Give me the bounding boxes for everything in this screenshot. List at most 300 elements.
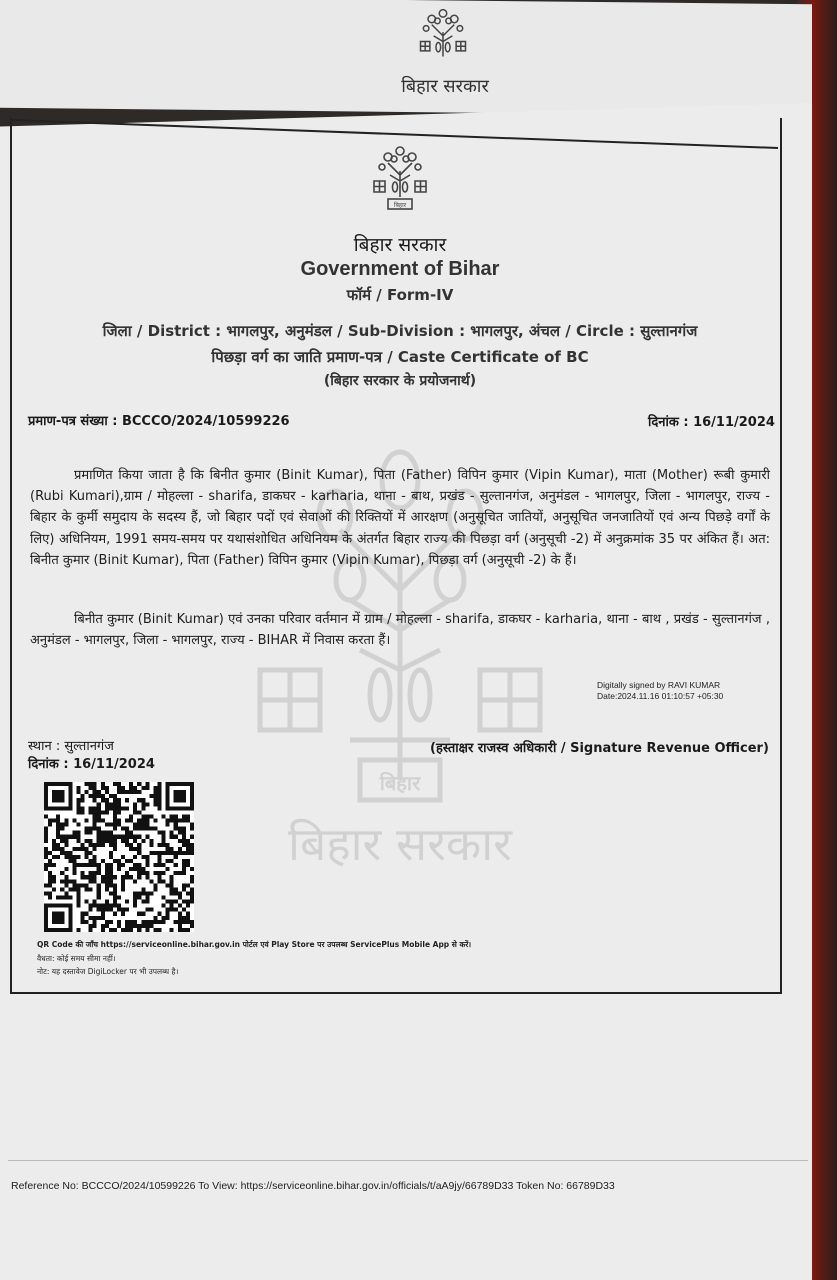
qr-module	[170, 883, 174, 887]
qr-module	[76, 855, 80, 859]
qr-module	[170, 875, 174, 879]
qr-module	[80, 798, 84, 802]
qr-module	[97, 810, 101, 814]
qr-module	[129, 786, 133, 790]
qr-module	[97, 908, 101, 912]
qr-module	[117, 920, 121, 924]
qr-module	[141, 900, 145, 904]
qr-module	[137, 867, 141, 871]
qr-module	[85, 818, 89, 822]
qr-module	[89, 863, 93, 867]
qr-module	[93, 810, 97, 814]
qr-module	[121, 790, 125, 794]
qr-module	[85, 912, 89, 916]
qr-module	[129, 928, 133, 932]
qr-module	[178, 818, 182, 822]
qr-module	[93, 879, 97, 883]
qr-module	[101, 818, 105, 822]
qr-module	[162, 904, 166, 908]
qr-module	[149, 920, 153, 924]
qr-module	[113, 883, 117, 887]
qr-module	[105, 839, 109, 843]
qr-module	[97, 839, 101, 843]
qr-module	[117, 782, 121, 786]
qr-module	[101, 859, 105, 863]
qr-module	[60, 887, 64, 891]
qr-module	[80, 847, 84, 851]
qr-module	[182, 859, 186, 863]
qr-module	[137, 912, 141, 916]
qr-module	[52, 875, 56, 879]
qr-module	[93, 871, 97, 875]
qr-module	[170, 814, 174, 818]
qr-module	[186, 859, 190, 863]
qr-module	[64, 875, 68, 879]
qr-module	[76, 928, 80, 932]
qr-module	[72, 887, 76, 891]
qr-module	[109, 920, 113, 924]
qr-module	[109, 823, 113, 827]
qr-module	[178, 896, 182, 900]
qr-module	[48, 851, 52, 855]
qr-module	[93, 823, 97, 827]
qr-module	[125, 831, 129, 835]
qr-module	[153, 827, 157, 831]
qr-module	[182, 814, 186, 818]
reference-line: Reference No: BCCCO/2024/10599226 To View: https://serviceonline.bihar.gov.in/officials/t/aA9jy/66789D33 Token No: 66789D33	[11, 1180, 615, 1192]
qr-module	[113, 904, 117, 908]
back-sheet	[0, 0, 812, 116]
qr-module	[85, 875, 89, 879]
qr-module	[121, 887, 125, 891]
qr-module	[162, 916, 166, 920]
qr-module	[93, 920, 97, 924]
qr-module	[145, 900, 149, 904]
qr-module	[80, 883, 84, 887]
qr-module	[89, 810, 93, 814]
qr-module	[109, 855, 113, 859]
qr-module	[93, 904, 97, 908]
qr-module	[158, 855, 162, 859]
qr-module	[109, 867, 113, 871]
qr-module	[149, 827, 153, 831]
qr-module	[178, 871, 182, 875]
qr-module	[72, 835, 76, 839]
signatory-title: (हस्ताक्षर राजस्व अधिकारी / Signature Revenue Officer)	[430, 741, 769, 756]
qr-module	[190, 896, 194, 900]
qr-module	[141, 924, 145, 928]
qr-module	[129, 924, 133, 928]
qr-module	[101, 810, 105, 814]
qr-module	[76, 904, 80, 908]
qr-module	[60, 879, 64, 883]
qr-module	[121, 912, 125, 916]
back-sheet-title: बिहार सरकार	[401, 76, 489, 97]
qr-module	[133, 839, 137, 843]
qr-module	[121, 827, 125, 831]
qr-module	[158, 782, 162, 786]
qr-module	[170, 908, 174, 912]
qr-module	[137, 851, 141, 855]
qr-module	[170, 851, 174, 855]
qr-module	[145, 786, 149, 790]
qr-module	[182, 928, 186, 932]
qr-module	[52, 855, 56, 859]
qr-module	[89, 839, 93, 843]
qr-module	[170, 847, 174, 851]
qr-module	[129, 867, 133, 871]
qr-module	[133, 786, 137, 790]
qr-module	[109, 863, 113, 867]
qr-module	[109, 879, 113, 883]
qr-module	[52, 879, 56, 883]
qr-module	[174, 863, 178, 867]
qr-module	[109, 883, 113, 887]
qr-module	[162, 879, 166, 883]
qr-module	[48, 871, 52, 875]
qr-module	[129, 847, 133, 851]
qr-module	[117, 896, 121, 900]
qr-module	[125, 839, 129, 843]
qr-module	[117, 810, 121, 814]
qr-module	[56, 847, 60, 851]
qr-code-icon[interactable]	[44, 782, 194, 932]
qr-module	[133, 863, 137, 867]
qr-module	[182, 863, 186, 867]
qr-module	[97, 827, 101, 831]
qr-module	[89, 924, 93, 928]
qr-module	[125, 818, 129, 822]
qr-module	[178, 851, 182, 855]
qr-module	[64, 891, 68, 895]
qr-module	[117, 790, 121, 794]
qr-module	[121, 806, 125, 810]
qr-module	[76, 831, 80, 835]
qr-module	[174, 835, 178, 839]
qr-module	[125, 790, 129, 794]
qr-module	[52, 863, 56, 867]
qr-module	[76, 863, 80, 867]
qr-module	[60, 823, 64, 827]
place: स्थान : सुल्तानगंज	[28, 739, 114, 754]
qr-module	[170, 879, 174, 883]
qr-module	[149, 843, 153, 847]
qr-module	[52, 843, 56, 847]
qr-module	[72, 818, 76, 822]
qr-module	[76, 839, 80, 843]
qr-module	[153, 786, 157, 790]
qr-module	[162, 839, 166, 843]
qr-module	[109, 871, 113, 875]
qr-module	[153, 863, 157, 867]
qr-module	[68, 859, 72, 863]
qr-module	[113, 814, 117, 818]
qr-module	[186, 912, 190, 916]
qr-module	[186, 920, 190, 924]
qr-module	[174, 855, 178, 859]
qr-module	[105, 879, 109, 883]
qr-module	[44, 847, 48, 851]
qr-module	[141, 839, 145, 843]
qr-module	[68, 896, 72, 900]
qr-module	[125, 900, 129, 904]
qr-module	[162, 843, 166, 847]
qr-module	[158, 802, 162, 806]
qr-module	[158, 920, 162, 924]
qr-module	[190, 887, 194, 891]
qr-module	[89, 806, 93, 810]
certificate-title: पिछड़ा वर्ग का जाति प्रमाण-पत्र / Caste Certificate of BC	[211, 348, 589, 366]
qr-module	[89, 794, 93, 798]
qr-module	[48, 879, 52, 883]
qr-module	[186, 863, 190, 867]
qr-module	[48, 863, 52, 867]
qr-module	[186, 904, 190, 908]
qr-module	[105, 798, 109, 802]
qr-module	[97, 806, 101, 810]
qr-module	[145, 908, 149, 912]
qr-module	[166, 916, 170, 920]
qr-module	[85, 883, 89, 887]
qr-module	[137, 798, 141, 802]
qr-module	[141, 912, 145, 916]
qr-module	[149, 891, 153, 895]
qr-module	[85, 920, 89, 924]
qr-module	[101, 916, 105, 920]
qr-module	[109, 891, 113, 895]
qr-module	[56, 814, 60, 818]
qr-module	[113, 912, 117, 916]
qr-module	[101, 912, 105, 916]
qr-module	[76, 896, 80, 900]
qr-module	[190, 900, 194, 904]
qr-module	[170, 859, 174, 863]
qr-module	[48, 818, 52, 822]
location-line: जिला / District : भागलपुर, अनुमंडल / Sub-Division : भागलपुर, अंचल / Circle : सुल्तानगंज	[102, 322, 698, 340]
qr-module	[190, 867, 194, 871]
qr-module	[93, 818, 97, 822]
qr-module	[93, 786, 97, 790]
qr-module	[174, 900, 178, 904]
qr-module	[97, 871, 101, 875]
qr-module	[105, 900, 109, 904]
qr-module	[64, 867, 68, 871]
qr-module	[109, 851, 113, 855]
qr-module	[97, 814, 101, 818]
qr-module	[158, 790, 162, 794]
qr-module	[56, 818, 60, 822]
qr-module	[117, 802, 121, 806]
qr-module	[60, 847, 64, 851]
qr-module	[76, 883, 80, 887]
qr-module	[93, 794, 97, 798]
qr-module	[76, 891, 80, 895]
qr-module	[117, 924, 121, 928]
qr-module	[85, 839, 89, 843]
footer-divider	[8, 1160, 808, 1161]
qr-module	[44, 867, 48, 871]
qr-module	[178, 912, 182, 916]
qr-module	[158, 871, 162, 875]
qr-module	[145, 875, 149, 879]
qr-module	[182, 843, 186, 847]
qr-module	[97, 818, 101, 822]
qr-module	[68, 855, 72, 859]
qr-module	[174, 814, 178, 818]
qr-module	[72, 847, 76, 851]
qr-module	[153, 887, 157, 891]
qr-module	[133, 867, 137, 871]
qr-module	[97, 904, 101, 908]
qr-module	[158, 912, 162, 916]
qr-module	[149, 839, 153, 843]
residence-paragraph: बिनीत कुमार (Binit Kumar) एवं उनका परिवार वर्तमान में ग्राम / मोहल्ला - sharifa, डाकघर - karharia, थाना - बाथ , प्रखंड - सुल्तानगंज , अनुमंडल - भागलपुर, जिला - भागलपुर, राज्य - BIHAR में निवास करता हैं।	[30, 612, 770, 649]
qr-module	[190, 875, 194, 879]
qr-module	[149, 879, 153, 883]
qr-module	[158, 786, 162, 790]
qr-module	[97, 916, 101, 920]
qr-module	[121, 855, 125, 859]
qr-module	[101, 798, 105, 802]
qr-module	[190, 823, 194, 827]
qr-module	[133, 879, 137, 883]
qr-module	[129, 875, 133, 879]
qr-module	[133, 827, 137, 831]
qr-module	[174, 827, 178, 831]
qr-module	[72, 871, 76, 875]
qr-module	[80, 912, 84, 916]
qr-module	[44, 814, 48, 818]
qr-module	[133, 904, 137, 908]
qr-module	[109, 875, 113, 879]
qr-module	[158, 851, 162, 855]
qr-module	[44, 827, 48, 831]
qr-module	[158, 831, 162, 835]
qr-module	[153, 871, 157, 875]
qr-verification-note: QR Code की जाँच https://serviceonline.bihar.gov.in पोर्टल एवं Play Store पर उपलब्ध ServicePlus Mobile App से करें।	[37, 940, 472, 949]
qr-module	[145, 835, 149, 839]
qr-module	[85, 790, 89, 794]
qr-module	[121, 835, 125, 839]
qr-module	[80, 863, 84, 867]
signing-date: दिनांक : 16/11/2024	[28, 757, 155, 772]
qr-module	[56, 843, 60, 847]
qr-module	[153, 883, 157, 887]
qr-module	[129, 835, 133, 839]
qr-module	[149, 814, 153, 818]
qr-module	[89, 831, 93, 835]
qr-module	[182, 871, 186, 875]
qr-module	[158, 879, 162, 883]
qr-module	[48, 891, 52, 895]
qr-module	[64, 855, 68, 859]
qr-module	[133, 810, 137, 814]
qr-module	[48, 883, 52, 887]
qr-module	[113, 839, 117, 843]
qr-module	[153, 794, 157, 798]
qr-module	[117, 908, 121, 912]
qr-module	[89, 782, 93, 786]
qr-module	[72, 879, 76, 883]
qr-module	[117, 806, 121, 810]
qr-module	[97, 790, 101, 794]
qr-module	[186, 928, 190, 932]
qr-module	[145, 924, 149, 928]
qr-module	[178, 904, 182, 908]
qr-module	[109, 928, 113, 932]
qr-module	[93, 875, 97, 879]
qr-module	[93, 827, 97, 831]
qr-module	[137, 863, 141, 867]
qr-module	[121, 875, 125, 879]
qr-module	[125, 908, 129, 912]
qr-module	[158, 806, 162, 810]
qr-module	[129, 814, 133, 818]
qr-module	[141, 920, 145, 924]
qr-module	[44, 855, 48, 859]
qr-module	[80, 920, 84, 924]
qr-module	[166, 843, 170, 847]
qr-module	[72, 883, 76, 887]
qr-module	[68, 887, 72, 891]
qr-module	[85, 863, 89, 867]
qr-module	[105, 883, 109, 887]
qr-module	[101, 839, 105, 843]
qr-module	[170, 818, 174, 822]
qr-module	[137, 810, 141, 814]
qr-module	[137, 782, 141, 786]
qr-module	[93, 924, 97, 928]
qr-module	[97, 887, 101, 891]
qr-module	[101, 904, 105, 908]
qr-module	[133, 823, 137, 827]
qr-module	[76, 887, 80, 891]
qr-module	[117, 904, 121, 908]
qr-module	[105, 863, 109, 867]
qr-module	[52, 818, 56, 822]
qr-module	[93, 900, 97, 904]
qr-module	[125, 924, 129, 928]
qr-module	[133, 855, 137, 859]
qr-module	[105, 835, 109, 839]
qr-module	[113, 896, 117, 900]
qr-module	[89, 843, 93, 847]
qr-module	[80, 794, 84, 798]
qr-module	[174, 908, 178, 912]
qr-module	[85, 887, 89, 891]
qr-module	[174, 871, 178, 875]
qr-module	[153, 851, 157, 855]
qr-module	[170, 835, 174, 839]
qr-module	[170, 887, 174, 891]
watermark-text: बिहार सरकार	[288, 817, 512, 871]
qr-module	[93, 916, 97, 920]
qr-module	[166, 823, 170, 827]
qr-module	[117, 818, 121, 822]
qr-module	[109, 908, 113, 912]
qr-module	[68, 835, 72, 839]
qr-module	[80, 916, 84, 920]
qr-module	[178, 924, 182, 928]
qr-module	[97, 843, 101, 847]
qr-module	[186, 839, 190, 843]
qr-module	[186, 814, 190, 818]
qr-module	[105, 871, 109, 875]
qr-module	[105, 875, 109, 879]
qr-module	[125, 859, 129, 863]
qr-module	[141, 867, 145, 871]
qr-module	[64, 823, 68, 827]
